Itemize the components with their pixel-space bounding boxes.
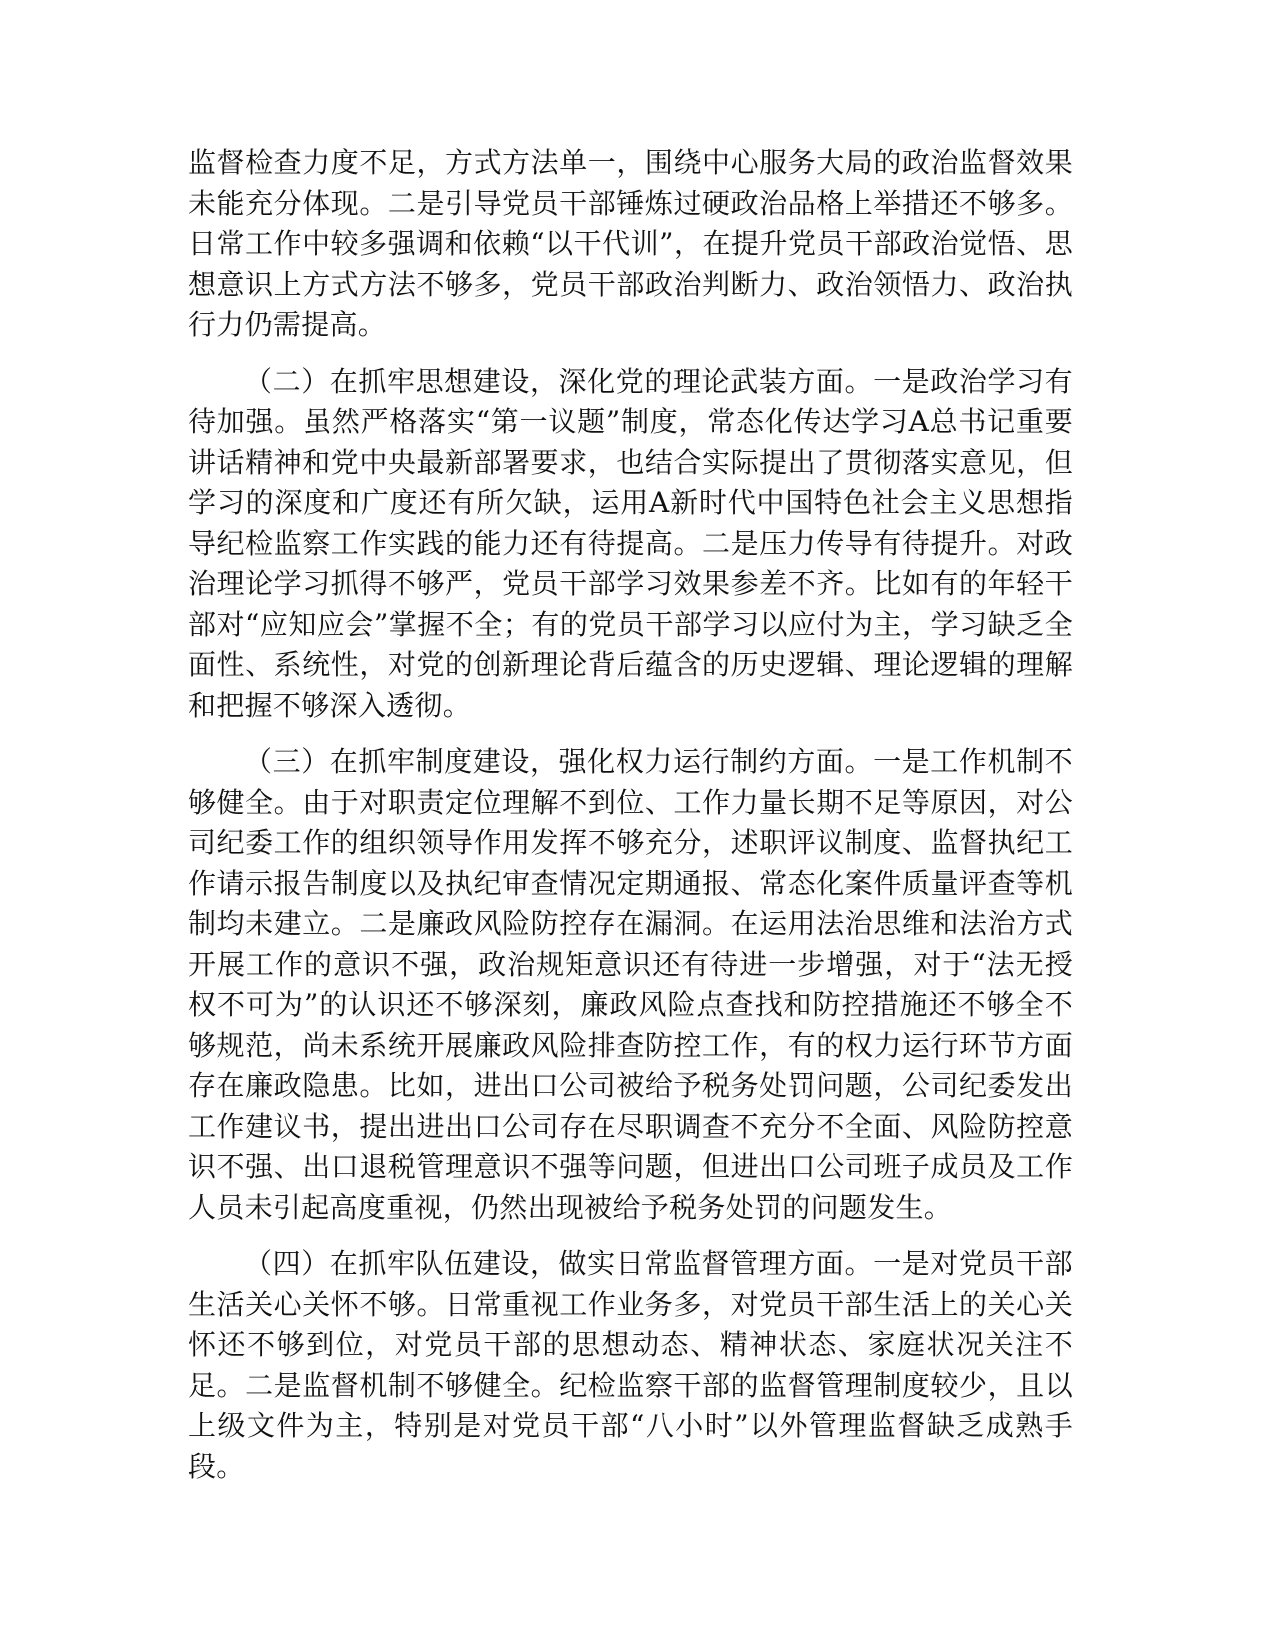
paragraph-continuation: 监督检查力度不足，方式方法单一，围绕中心服务大局的政治监督效果未能充分体现。二是引导党员干部锤炼过硬政治品格上举措还不够多。日常工作中较多强调和依赖“以干代训”，在提升党员干部政治觉悟、思想意识上方式方法不够多，党员干部政治判断力、政治领悟力、政治执行力仍需提高。 (188, 146, 1073, 341)
paragraph-section-4: （四）在抓牢队伍建设，做实日常监督管理方面。一是对党员干部生活关心关怀不够。日常重视工作业务多，对党员干部生活上的关心关怀还不够到位，对党员干部的思想动态、精神状态、家庭状况关注不足。二是监督机制不够健全。纪检监察干部的监督管理制度较少，且以上级文件为主，特别是对党员干部“八小时”以外管理监督缺乏成熟手段。 (188, 1247, 1073, 1483)
paragraph-section-2: （二）在抓牢思想建设，深化党的理论武装方面。一是政治学习有待加强。虽然严格落实“第一议题”制度，常态化传达学习A总书记重要讲话精神和党中央最新部署要求，也结合实际提出了贯彻落实意见，但学习的深度和广度还有所欠缺，运用A新时代中国特色社会主义思想指导纪检监察工作实践的能力还有待提高。二是压力传导有待提升。对政治理论学习抓得不够严，党员干部学习效果参差不齐。比如有的年轻干部对“应知应会”掌握不全；有的党员干部学习以应付为主，学习缺乏全面性、系统性，对党的创新理论背后蕴含的历史逻辑、理论逻辑的理解和把握不够深入透彻。 (188, 364, 1073, 722)
document-body (188, 143, 1073, 1503)
paragraph-section-3: （三）在抓牢制度建设，强化权力运行制约方面。一是工作机制不够健全。由于对职责定位理解不到位、工作力量长期不足等原因，对公司纪委工作的组织领导作用发挥不够充分，述职评议制度、监督执纪工作请示报告制度以及执纪审查情况定期通报、常态化案件质量评查等机制均未建立。二是廉政风险防控存在漏洞。在运用法治思维和法治方式开展工作的意识不强，政治规矩意识还有待进一步增强，对于“法无授权不可为”的认识还不够深刻，廉政风险点查找和防控措施还不够全不够规范，尚未系统开展廉政风险排查防控工作，有的权力运行环节方面存在廉政隐患。比如，进出口公司被给予税务处罚问题，公司纪委发出工作建议书，提出进出口公司存在尽职调查不充分不全面、风险防控意识不强、出口退税管理意识不强等问题，但进出口公司班子成员及工作人员未引起高度重视，仍然出现被给予税务处罚的问题发生。 (188, 745, 1073, 1224)
